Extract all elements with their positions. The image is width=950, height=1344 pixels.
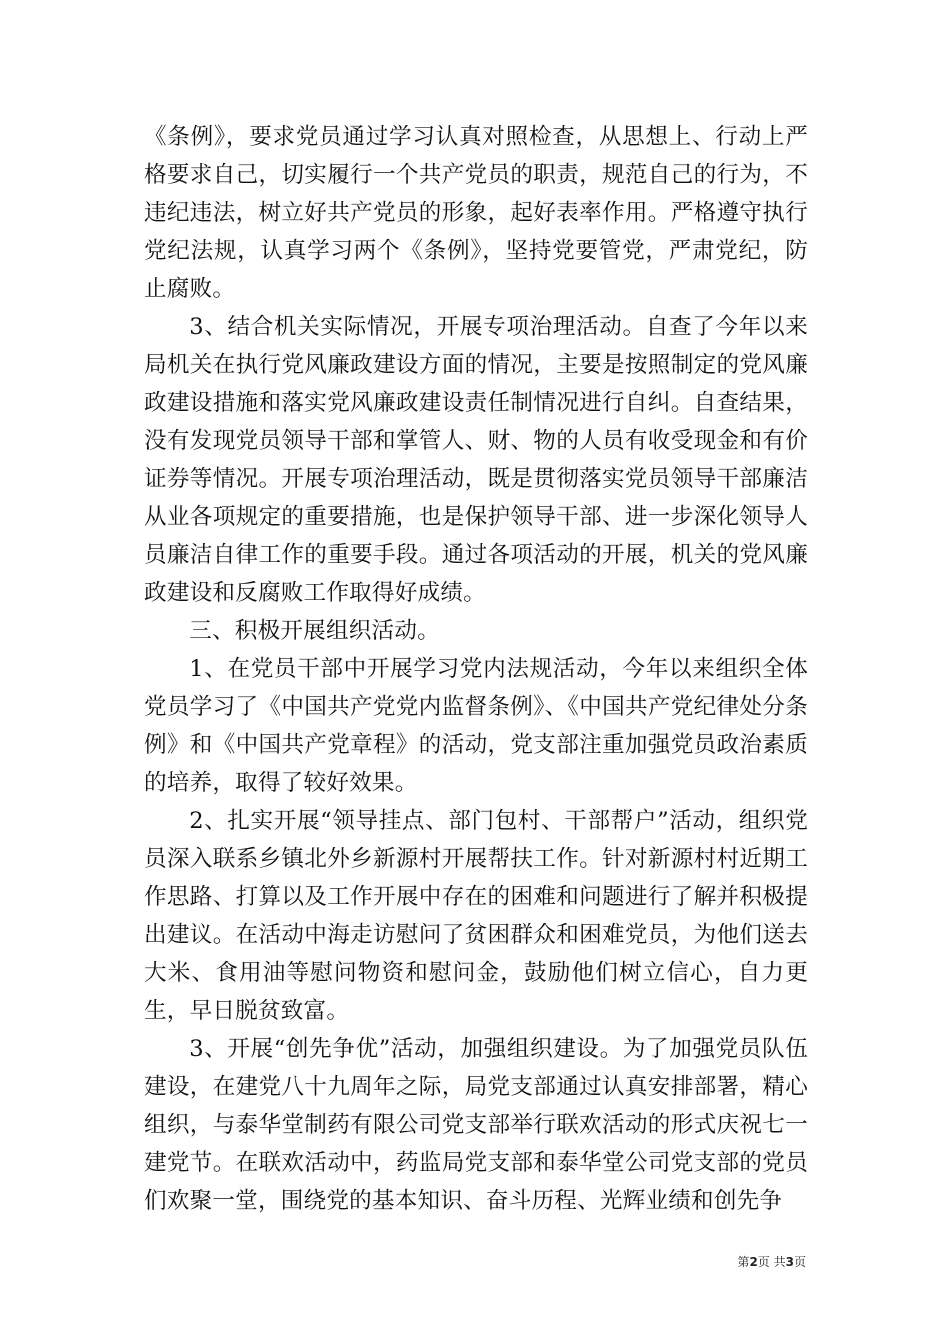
paragraph-6: 3、开展“创先争优”活动，加强组织建设。为了加强党员队伍建设，在建党八十九周年之际，局党支部通过认真安排部署，精心组织，与泰华堂制药有限公司党支部举行联欢活动的形式庆祝七一建党节。在联欢活动中，药监局党支部和泰华堂公司党支部的党员们欢聚一堂，围绕党的基本知识、奋斗历程、光辉业绩和创先争	[144, 1036, 808, 1214]
page-footer	[737, 1253, 806, 1270]
paragraph-4: 1、在党员干部中开展学习党内法规活动，今年以来组织全体党员学习了《中国共产党党内监督条例》、《中国共产党纪律处分条例》和《中国共产党章程》的活动，党支部注重加强党员政治素质的培养，取得了较好效果。	[144, 656, 808, 796]
document-body	[144, 118, 808, 1220]
section-heading-3: 三、积极开展组织活动。	[189, 618, 440, 644]
paragraph-5: 2、扎实开展“领导挂点、部门包村、干部帮户”活动，组织党员深入联系乡镇北外乡新源村开展帮扶工作。针对新源村村近期工作思路、打算以及工作开展中存在的困难和问题进行了解并积极提出建议。在活动中海走访慰问了贫困群众和困难党员，为他们送去大米、食用油等慰问物资和慰问金，鼓励他们树立信心，自力更生，早日脱贫致富。	[144, 808, 808, 1024]
footer-total-pages: 3	[785, 1255, 794, 1269]
paragraph-1: 《条例》，要求党员通过学习认真对照检查，从思想上、行动上严格要求自己，切实履行一个共产党员的职责，规范自己的行为，不违纪违法，树立好共产党员的形象，起好表率作用。严格遵守执行党纪法规，认真学习两个《条例》，坚持党要管党，严肃党纪，防止腐败。	[144, 124, 808, 302]
footer-current-page: 2	[749, 1255, 758, 1269]
footer-middle: 页 共	[757, 1255, 786, 1269]
paragraph-2: 3、结合机关实际情况，开展专项治理活动。自查了今年以来局机关在执行党风廉政建设方面的情况，主要是按照制定的党风廉政建设措施和落实党风廉政建设责任制情况进行自纠。自查结果，没有发现党员领导干部和掌管人、财、物的人员有收受现金和有价证券等情况。开展专项治理活动，既是贯彻落实党员领导干部廉洁从业各项规定的重要措施，也是保护领导干部、进一步深化领导人员廉洁自律工作的重要手段。通过各项活动的开展，机关的党风廉政建设和反腐败工作取得好成绩。	[144, 314, 808, 606]
footer-prefix: 第	[737, 1255, 750, 1269]
footer-suffix: 页	[793, 1255, 806, 1269]
